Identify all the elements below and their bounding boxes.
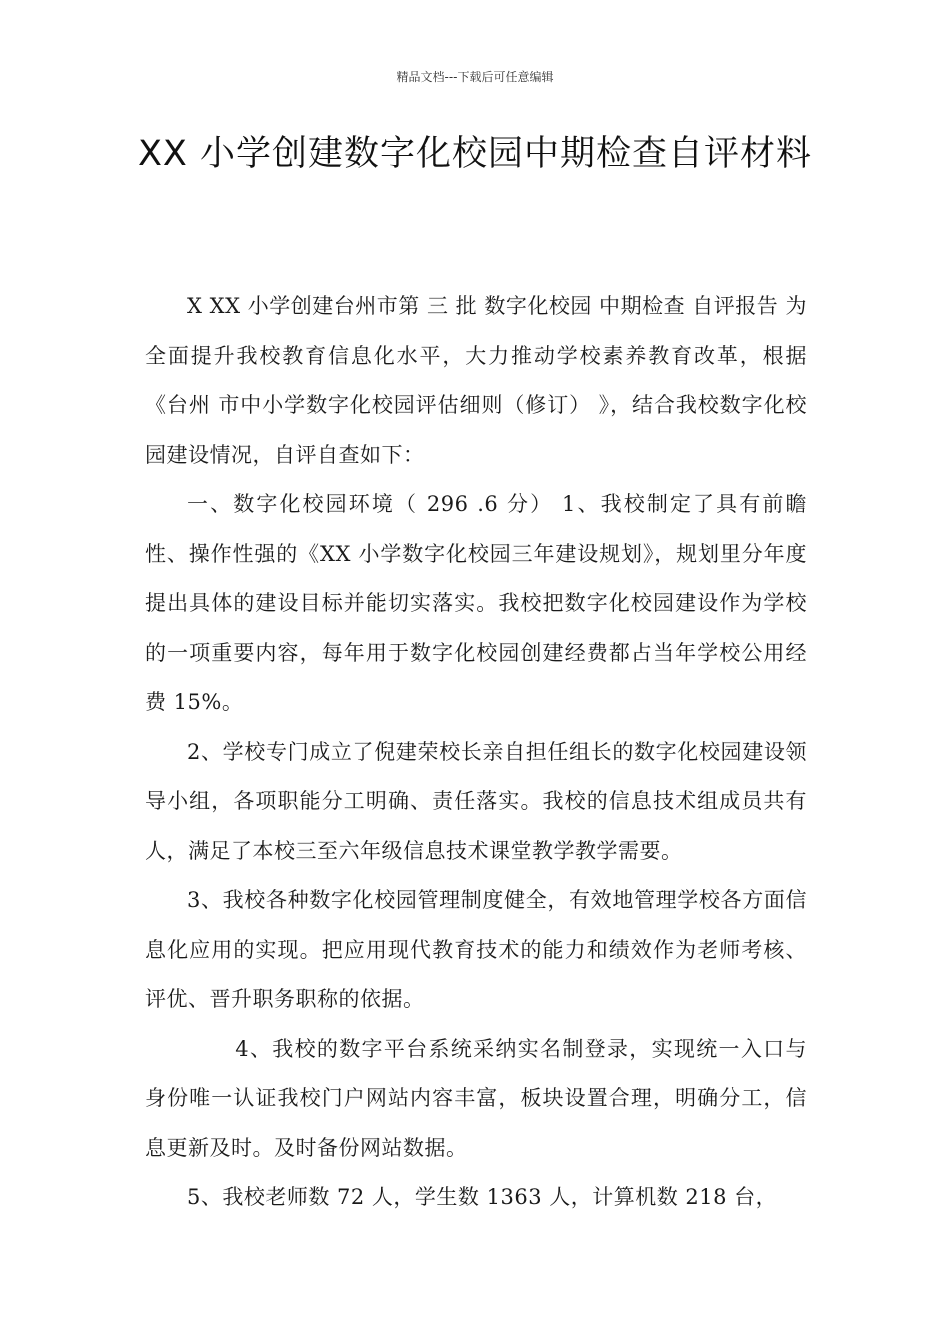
- paragraph-intro: X XX 小学创建台州市第 三 批 数字化校园 中期检查 自评报告 为全面提升我校教育信息化水平，大力推动学校素养教育改革，根据《台州 市中小学数字化校园评估细则（修订） 》，结合我校数字化校园建设情况，自评自查如下：: [145, 294, 807, 467]
- paragraph-item-3: 3、我校各种数字化校园管理制度健全，有效地管理学校各方面信息化应用的实现。把应用现代教育技术的能力和绩效作为老师考核、评优、晋升职务职称的依据。: [145, 888, 807, 1011]
- document-title: XX 小学创建数字化校园中期检查自评材料: [137, 134, 813, 174]
- paragraph-section-1: 一、数字化校园环境（ 296 .6 分） 1、我校制定了具有前瞻性、操作性强的《XX 小学数字化校园三年建设规划》，规划里分年度提出具体的建设目标并能切实落实。我校把数字化校园建设作为学校的一项重要内容，每年用于数字化校园创建经费都占当年学校公用经费 15%。: [145, 492, 807, 714]
- document-body: [145, 282, 807, 1223]
- paragraph-item-2: 2、学校专门成立了倪建荣校长亲自担任组长的数字化校园建设领导小组，各项职能分工明确、责任落实。我校的信息技术组成员共有 人，满足了本校三至六年级信息技术课堂教学教学需要。: [145, 739, 807, 863]
- paragraph-item-4: 4、我校的数字平台系统采纳实名制登录，实现统一入口与身份唯一认证我校门户网站内容丰富，板块设置合理，明确分工，信息更新及时。及时备份网站数据。: [145, 1036, 807, 1160]
- page-header-note: 精品文档---下载后可任意编辑: [396, 70, 554, 84]
- paragraph-item-5: 5、我校老师数 72 人，学生数 1363 人，计算机数 218 台，: [187, 1185, 778, 1209]
